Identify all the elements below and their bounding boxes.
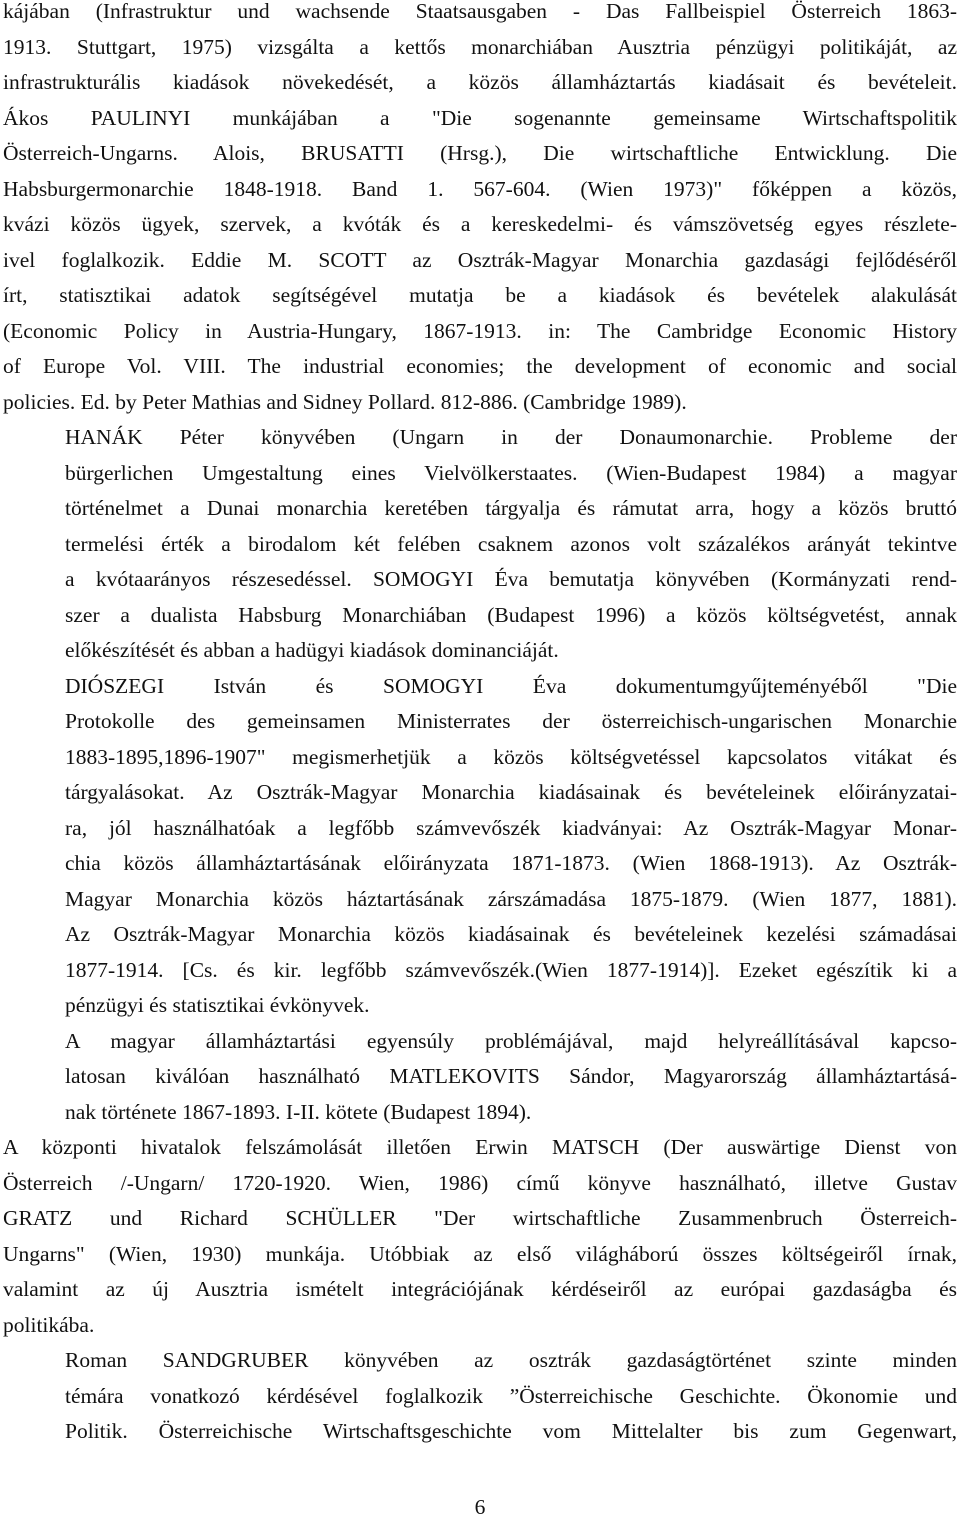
- text-line: történelmet a Dunai monarchia keretében tárgyalja és rámutat arra, hogy a közös bruttó: [65, 496, 957, 520]
- paragraph: [3, 669, 957, 1024]
- text-line: Protokolle des gemeinsamen Ministerrates der österreichisch-ungarischen Monarchie: [65, 709, 957, 733]
- text-line: ivel foglalkozik. Eddie M. SCOTT az Osztrák-Magyar Monarchia gazdasági fejlődéséről: [3, 247, 957, 272]
- text-line: 1883-1895,1896-1907" megismerhetjük a közös költségvetéssel kapcsolatos vitákat és: [65, 744, 957, 769]
- text-line: bürgerlichen Umgestaltung eines Vielvölkerstaates. (Wien-Budapest 1984) a magyar: [65, 460, 957, 485]
- text-line: chia közös államháztartásának előirányzata 1871-1873. (Wien 1868-1913). Az Osztrák-: [65, 851, 957, 875]
- text-line: politikába.: [3, 1312, 95, 1337]
- text-line: DIÓSZEGI István és SOMOGYI Éva dokumentumgyűjteményéből "Die: [65, 673, 957, 698]
- text-line: Magyar Monarchia közös háztartásának zárszámadása 1875-1879. (Wien 1877, 1881).: [65, 886, 957, 911]
- document-page: [3, 0, 957, 1450]
- text-line: A magyar államháztartási egyensúly problémájával, majd helyreállításával kapcso-: [65, 1028, 957, 1053]
- paragraph: [3, 1343, 957, 1450]
- paragraph: [3, 1024, 957, 1131]
- text-line: 1877-1914. [Cs. és kir. legfőbb számvevőszék.(Wien 1877-1914)]. Ezeket egészítik ki a: [65, 957, 957, 982]
- text-line: szer a dualista Habsburg Monarchiában (Budapest 1996) a közös költségvetést, annak: [65, 602, 957, 627]
- text-line: Österreich /-Ungarn/ 1720-1920. Wien, 1986) című könyve használható, illetve Gustav: [3, 1170, 957, 1195]
- text-line: írt, statisztikai adatok segítségével mutatja be a kiadások és bevételek alakulását: [3, 283, 957, 307]
- text-line: policies. Ed. by Peter Mathias and Sidney Pollard. 812-886. (Cambridge 1989).: [3, 389, 687, 414]
- text-line: infrastrukturális kiadások növekedését, a közös államháztartás kiadásait és bevételeit.: [3, 70, 957, 94]
- paragraph: [3, 1130, 957, 1343]
- paragraph: [3, 0, 957, 420]
- text-line: GRATZ und Richard SCHÜLLER "Der wirtschaftliche Zusammenbruch Österreich-: [3, 1206, 957, 1230]
- text-line: nak története 1867-1893. I-II. kötete (Budapest 1894).: [65, 1099, 532, 1124]
- text-line: tárgyalásokat. Az Osztrák-Magyar Monarchia kiadásainak és bevételeinek előirányzatai-: [65, 780, 957, 804]
- paragraph: [3, 420, 957, 669]
- text-line: kvázi közös ügyek, szervek, a kvóták és a kereskedelmi- és vámszövetség egyes részlete-: [3, 212, 957, 236]
- text-line: termelési érték a birodalom két felében csaknem azonos volt százalékos arányát tekintve: [65, 531, 957, 556]
- text-line: Österreich-Ungarns. Alois, BRUSATTI (Hrsg.), Die wirtschaftliche Entwicklung. Die: [3, 141, 957, 165]
- text-line: Az Osztrák-Magyar Monarchia közös kiadásainak és bevételeinek kezelési számadásai: [65, 922, 957, 946]
- text-line: 1913. Stuttgart, 1975) vizsgálta a kettős monarchiában Ausztria pénzügyi politikáját, az: [3, 34, 957, 59]
- text-line: valamint az új Ausztria ismételt integrációjának kérdéseiről az európai gazdaságba és: [3, 1277, 957, 1301]
- text-line: A központi hivatalok felszámolását illetően Erwin MATSCH (Der auswärtige Dienst von: [3, 1135, 957, 1159]
- text-line: Politik. Österreichische Wirtschaftsgeschichte vom Mittelalter bis zum Gegenwart,: [65, 1419, 957, 1443]
- text-line: (Economic Policy in Austria-Hungary, 1867-1913. in: The Cambridge Economic History: [3, 318, 957, 343]
- text-line: a kvótaarányos részesedéssel. SOMOGYI Éva bemutatja könyvében (Kormányzati rend-: [65, 567, 957, 591]
- text-line: of Europe Vol. VIII. The industrial economies; the development of economic and social: [3, 354, 957, 378]
- text-line: ra, jól használhatóak a legfőbb számvevőszék kiadványai: Az Osztrák-Magyar Monar-: [65, 815, 957, 840]
- text-line: pénzügyi és statisztikai évkönyvek.: [65, 993, 370, 1017]
- page-number: 6: [474, 1495, 486, 1519]
- text-line: témára vonatkozó kérdésével foglalkozik ”Österreichische Geschichte. Ökonomie und: [65, 1383, 957, 1408]
- body-text: [3, 0, 957, 1450]
- text-line: Ungarns" (Wien, 1930) munkája. Utóbbiak az első világháború összes költségeiről írnak,: [3, 1241, 957, 1266]
- text-line: előkészítését és abban a hadügyi kiadások dominanciáját.: [65, 638, 559, 662]
- text-line: HANÁK Péter könyvében (Ungarn in der Donaumonarchie. Probleme der: [65, 425, 957, 449]
- text-line: latosan kiválóan használható MATLEKOVITS Sándor, Magyarország államháztartásá-: [65, 1064, 957, 1088]
- text-line: Habsburgermonarchie 1848-1918. Band 1. 567-604. (Wien 1973)" főképpen a közös,: [3, 176, 957, 201]
- text-line: Ákos PAULINYI munkájában a "Die sogenannte gemeinsame Wirtschaftspolitik: [3, 105, 957, 130]
- text-line: kájában (Infrastruktur und wachsende Staatsausgaben - Das Fallbeispiel Österreich 1863-: [3, 0, 957, 23]
- text-line: Roman SANDGRUBER könyvében az osztrák gazdaságtörténet szinte minden: [65, 1348, 957, 1372]
